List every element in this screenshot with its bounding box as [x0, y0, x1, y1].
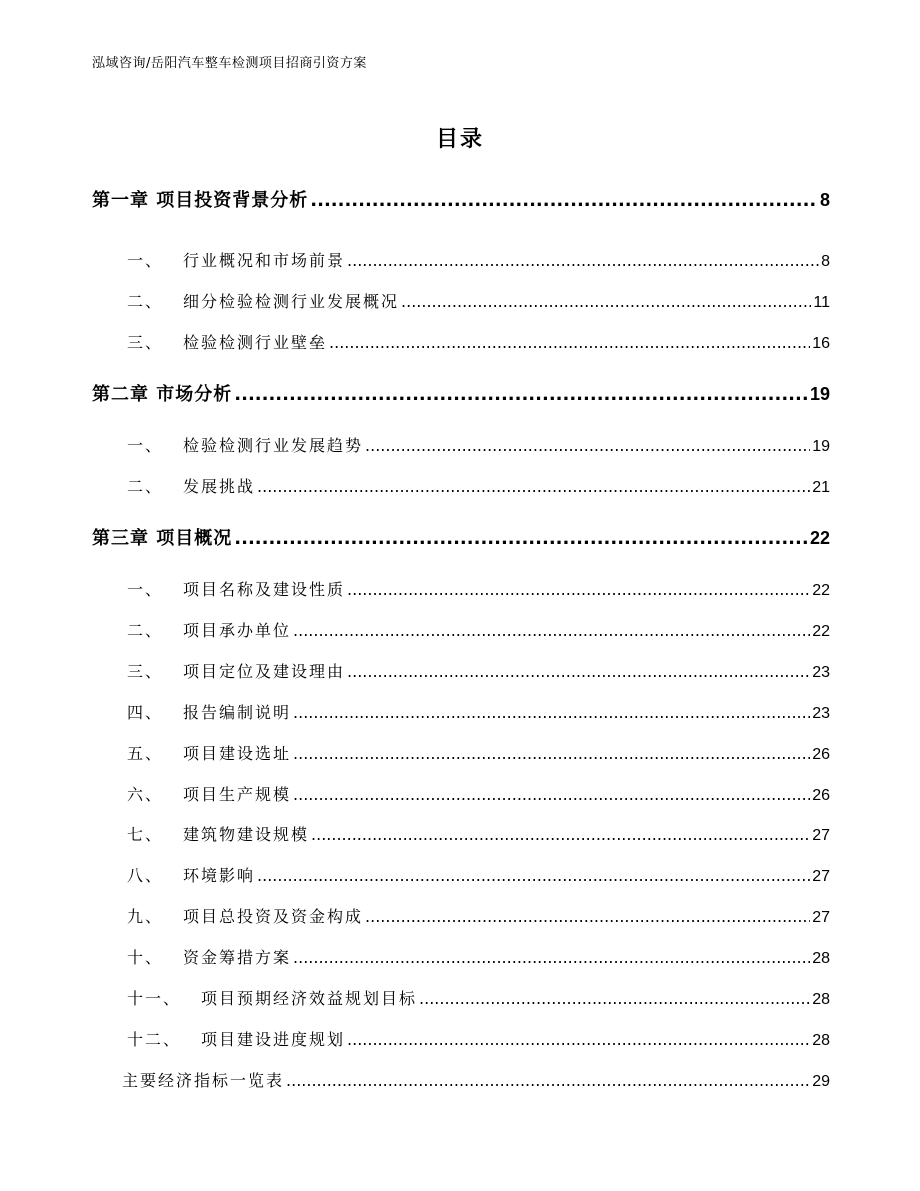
toc-entry-number: 十一、: [127, 989, 182, 1008]
leader-dots: [310, 190, 818, 211]
toc-page-number: 28: [812, 950, 830, 967]
toc-entry-label: 主要经济指标一览表: [122, 1071, 285, 1090]
toc-page-number: 16: [812, 335, 830, 352]
leader-dots: [293, 744, 810, 763]
toc-entry-label: 项目生产规模: [183, 785, 292, 804]
toc-entry-number: 二、: [127, 292, 164, 311]
toc-page-number: 8: [821, 253, 830, 270]
toc-entry-number: 八、: [127, 866, 164, 885]
toc-entry-label: 报告编制说明: [183, 703, 292, 722]
toc-entry[interactable]: [127, 986, 830, 1009]
toc-page-number: 22: [812, 623, 830, 640]
toc-entry-label: 项目预期经济效益规划目标: [201, 989, 418, 1008]
toc-entry[interactable]: [127, 433, 830, 456]
toc-entry-label: 项目承办单位: [183, 621, 292, 640]
toc-page-number: 8: [819, 190, 830, 210]
leader-dots: [347, 662, 810, 681]
toc-page-number: 28: [812, 1032, 830, 1049]
toc-page-number: 23: [812, 705, 830, 722]
toc-chapter-2[interactable]: [92, 380, 830, 406]
toc-entry-summary[interactable]: [122, 1068, 830, 1091]
toc-entry-number: 四、: [127, 703, 164, 722]
toc-chapter-label: 第三章 项目概况: [92, 528, 233, 549]
toc-entry-label: 行业概况和市场前景: [183, 251, 346, 270]
toc-page-number: 21: [812, 479, 830, 496]
leader-dots: [311, 825, 810, 844]
toc-chapter-1[interactable]: [92, 186, 830, 212]
leader-dots: [286, 1071, 810, 1090]
toc-entry-number: 十、: [127, 948, 164, 967]
toc-entry[interactable]: [127, 822, 830, 845]
toc-entry-label: 建筑物建设规模: [183, 825, 310, 844]
toc-entry[interactable]: [127, 700, 830, 723]
toc-entry[interactable]: [127, 618, 830, 641]
page-title: 目录: [435, 127, 484, 152]
toc-entry-number: 一、: [127, 251, 164, 270]
toc-entry[interactable]: [127, 659, 830, 682]
leader-dots: [329, 333, 810, 352]
leader-dots: [365, 436, 810, 455]
toc-entry-number: 三、: [127, 333, 164, 352]
toc-entry-label: 资金筹措方案: [183, 948, 292, 967]
toc-entry[interactable]: [127, 945, 830, 968]
toc-entry-number: 九、: [127, 907, 164, 926]
toc-entry-label: 项目总投资及资金构成: [183, 907, 364, 926]
toc-chapter-label: 第一章 项目投资背景分析: [92, 190, 309, 211]
toc-entry[interactable]: [127, 289, 830, 312]
toc-page-number: 11: [813, 294, 830, 311]
toc-entry-label: 项目建设选址: [183, 744, 292, 763]
toc-entry-label: 项目建设进度规划: [201, 1030, 346, 1049]
toc-entry[interactable]: [127, 741, 830, 764]
leader-dots: [365, 907, 810, 926]
toc-entry[interactable]: [127, 577, 830, 600]
toc-entry[interactable]: [127, 474, 830, 497]
toc-entry[interactable]: [127, 248, 830, 271]
toc-entry-number: 一、: [127, 580, 164, 599]
toc-page-number: 19: [809, 384, 830, 404]
toc-page-number: 27: [812, 909, 830, 926]
toc-page-number: 27: [812, 868, 830, 885]
toc-entry-number: 六、: [127, 785, 164, 804]
leader-dots: [347, 1030, 810, 1049]
toc-entry-number: 二、: [127, 477, 164, 496]
toc-entry-number: 一、: [127, 436, 164, 455]
leader-dots: [234, 528, 808, 549]
toc-entry[interactable]: [127, 904, 830, 927]
toc-chapter-label: 第二章 市场分析: [92, 384, 233, 405]
toc-entry-label: 检验检测行业壁垒: [183, 333, 328, 352]
toc-entry-label: 细分检验检测行业发展概况: [183, 292, 400, 311]
toc-entry-label: 发展挑战: [183, 477, 256, 496]
toc-page-number: 22: [809, 528, 830, 548]
toc-page-number: 26: [812, 746, 830, 763]
toc-entry[interactable]: [127, 1027, 830, 1050]
toc-entry-label: 项目名称及建设性质: [183, 580, 346, 599]
toc-chapter-3[interactable]: [92, 524, 830, 550]
toc-page-number: 23: [812, 664, 830, 681]
toc-entry[interactable]: [127, 863, 830, 886]
toc-page-number: 22: [812, 582, 830, 599]
toc-entry-label: 项目定位及建设理由: [183, 662, 346, 681]
leader-dots: [419, 989, 810, 1008]
leader-dots: [234, 384, 808, 405]
toc-entry-label: 环境影响: [183, 866, 256, 885]
toc-entry-number: 十二、: [127, 1030, 182, 1049]
leader-dots: [257, 866, 810, 885]
toc-entry-number: 二、: [127, 621, 164, 640]
toc-page-number: 28: [812, 991, 830, 1008]
leader-dots: [347, 251, 819, 270]
toc-entry-number: 七、: [127, 825, 164, 844]
leader-dots: [257, 477, 810, 496]
leader-dots: [293, 948, 810, 967]
toc-entry-number: 三、: [127, 662, 164, 681]
toc-entry[interactable]: [127, 782, 830, 805]
toc-entry[interactable]: [127, 330, 830, 353]
toc-page-number: 26: [812, 787, 830, 804]
leader-dots: [401, 292, 811, 311]
toc-page-number: 29: [812, 1073, 830, 1090]
document-header: 泓域咨询/岳阳汽车整车检测项目招商引资方案: [92, 56, 367, 71]
toc-page-number: 27: [812, 827, 830, 844]
toc-entry-label: 检验检测行业发展趋势: [183, 436, 364, 455]
toc-entry-number: 五、: [127, 744, 164, 763]
leader-dots: [293, 703, 810, 722]
leader-dots: [293, 621, 810, 640]
toc-page-number: 19: [812, 438, 830, 455]
leader-dots: [347, 580, 810, 599]
leader-dots: [293, 785, 810, 804]
